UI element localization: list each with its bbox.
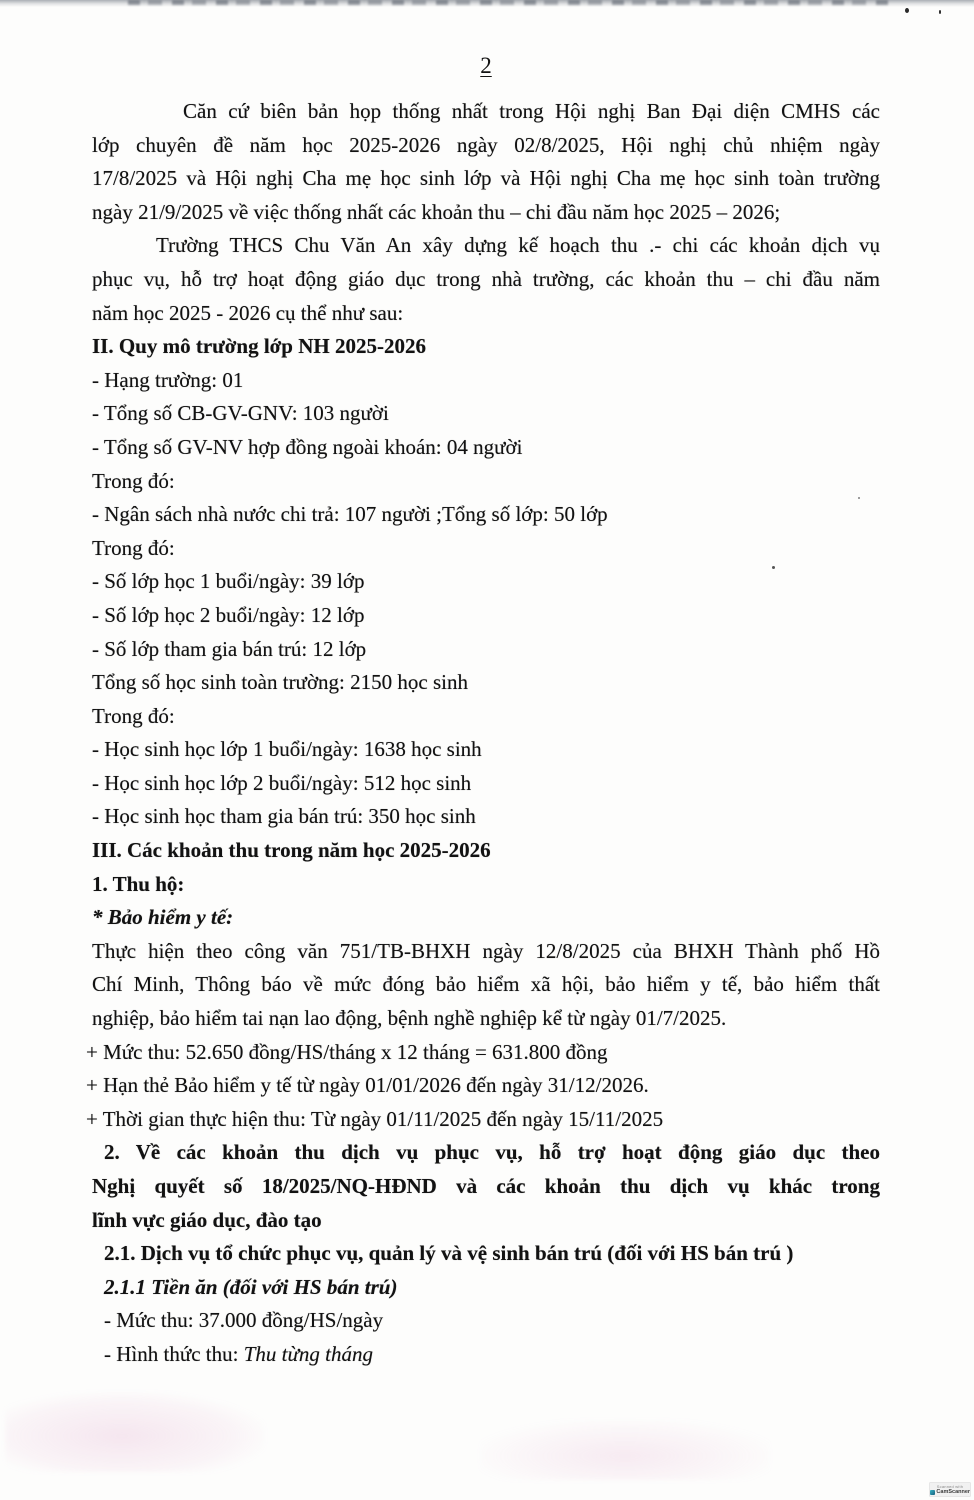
para2-line1 (92, 229, 880, 263)
text-segment: - Ngân sách nhà nước chi trả: 107 người ;Tổng số lớp: 50 lớp (92, 502, 608, 527)
page-number: 2 (480, 53, 492, 78)
section-2-heading-line2 (92, 1170, 880, 1204)
text-segment: - Tổng số CB-GV-GNV: 103 người (92, 401, 389, 426)
text-segment: Căn cứ biên bản họp thống nhất trong Hội nghị Ban Đại diện CMHS các (183, 99, 880, 123)
text-segment: ngày 21/9/2025 về việc thống nhất các khoản thu – chi đầu năm học 2025 – 2026; (92, 199, 781, 224)
text-segment: Thu từng tháng (243, 1341, 374, 1366)
para1-line3 (92, 162, 880, 196)
text-segment: Chí Minh, Thông báo về mức đóng bảo hiểm xã hội, bảo hiểm y tế, bảo hiểm thất (92, 972, 880, 997)
camscanner-name-label: CamScanner (936, 1488, 971, 1495)
bhyt-thoi-gian (86, 1103, 880, 1137)
label-trong-do-1 (92, 465, 880, 499)
para1-line2 (92, 129, 880, 163)
tien-an-muc-thu (92, 1304, 880, 1338)
text-segment: II. Quy mô trường lớp NH 2025-2026 (92, 334, 426, 359)
camscanner-scanned-with-label: Scanned with (936, 1483, 964, 1489)
scan-stain (5, 1392, 265, 1472)
item-hs-ban-tru (92, 800, 880, 834)
text-segment: III. Các khoản thu trong năm học 2025-2026 (92, 838, 491, 863)
text-segment: - Số lớp tham gia bán trú: 12 lớp (92, 636, 367, 661)
item-hang-truong (92, 364, 880, 398)
text-segment: Trường THCS Chu Văn An xây dựng kế hoạch thu .- chi các khoản dịch vụ (156, 233, 880, 258)
scan-edge-streaks (128, 0, 888, 5)
text-segment: 2. Về các khoản thu dịch vụ phục vụ, hỗ trợ hoạt động giáo dục theo (104, 1140, 880, 1165)
bhyt-han-the (86, 1069, 880, 1103)
item-so-lop-ban-tru (92, 633, 880, 667)
scan-speck (905, 8, 909, 13)
text-segment: - Hình thức thu: (104, 1341, 244, 1366)
tien-an-hinh-thuc (92, 1338, 880, 1372)
item-so-lop-1-buoi (92, 565, 880, 599)
item-so-lop-2-buoi (92, 599, 880, 633)
text-segment: Trong đó: (92, 468, 175, 493)
section-2-1-heading (92, 1237, 880, 1271)
text-segment: * Bảo hiểm y tế: (92, 905, 234, 930)
document-body (86, 95, 880, 1372)
section-2-1-1-heading (92, 1271, 880, 1305)
text-segment: - Học sinh học lớp 1 buổi/ngày: 1638 học sinh (92, 737, 482, 762)
text-segment: - Học sinh học lớp 2 buổi/ngày: 512 học sinh (92, 770, 472, 795)
para1-line1 (92, 95, 880, 129)
bhyt-muc-thu (86, 1036, 880, 1070)
text-segment: phục vụ, hỗ trợ hoạt động giáo dục trong nhà trường, các khoản thu – chi đầu năm (92, 266, 880, 291)
section-2-heading-line1 (92, 1136, 880, 1170)
text-segment: 17/8/2025 và Hội nghị Cha mẹ học sinh lớp và Hội nghị Cha mẹ học sinh toàn trường (92, 166, 880, 191)
camscanner-icon (930, 1490, 935, 1495)
text-segment: Nghị quyết số 18/2025/NQ-HĐND và các khoản thu dịch vụ khác trong (92, 1174, 880, 1198)
section-iii-heading (92, 834, 880, 868)
text-segment: 1. Thu hộ: (92, 871, 185, 896)
text-segment: nghiệp, bảo hiểm tai nạn lao động, bệnh nghề nghiệp kể từ ngày 01/7/2025. (92, 1006, 727, 1031)
text-segment: lớp chuyên đề năm học 2025-2026 ngày 02/8/2025, Hội nghị chủ nhiệm ngày (92, 132, 880, 157)
item-hs-2-buoi (92, 767, 880, 801)
item-ngan-sach (92, 498, 880, 532)
text-segment: Tổng số học sinh toàn trường: 2150 học sinh (92, 670, 468, 695)
scan-stain (480, 1420, 770, 1480)
text-segment: lĩnh vực giáo dục, đào tạo (92, 1207, 322, 1232)
text-segment: - Tổng số GV-NV hợp đồng ngoài khoán: 04 người (92, 434, 523, 459)
text-segment: + Hạn thẻ Bảo hiểm y tế từ ngày 01/01/2026 đến ngày 31/12/2026. (86, 1073, 649, 1098)
text-segment: - Hạng trường: 01 (92, 367, 244, 392)
bhyt-para-line2 (92, 968, 880, 1002)
text-segment: - Số lớp học 1 buổi/ngày: 39 lớp (92, 569, 365, 594)
section-ii-heading (92, 330, 880, 364)
text-segment: năm học 2025 - 2026 cụ thể như sau: (92, 300, 404, 325)
scan-speck (939, 10, 941, 14)
item-tong-hoc-sinh (92, 666, 880, 700)
text-segment: - Học sinh học tham gia bán trú: 350 học sinh (92, 804, 476, 829)
text-segment: Thực hiện theo công văn 751/TB-BHXH ngày 12/8/2025 của BHXH Thành phố Hồ (92, 938, 880, 963)
label-trong-do-2 (92, 532, 880, 566)
bhyt-para-line1 (92, 935, 880, 969)
para1-line4 (92, 196, 880, 230)
bhyt-para-line3 (92, 1002, 880, 1036)
item-tong-cb-gv-gnv (92, 397, 880, 431)
text-segment: - Số lớp học 2 buổi/ngày: 12 lớp (92, 602, 365, 627)
text-segment: + Mức thu: 52.650 đồng/HS/tháng x 12 tháng = 631.800 đồng (86, 1039, 608, 1064)
item-tong-gv-nv-hop-dong (92, 431, 880, 465)
section-2-heading-line3 (92, 1204, 880, 1238)
text-segment: Trong đó: (92, 535, 175, 560)
label-trong-do-3 (92, 700, 880, 734)
camscanner-row (930, 1489, 970, 1496)
heading-thu-ho (92, 868, 880, 902)
text-segment: Trong đó: (92, 703, 175, 728)
text-segment: + Thời gian thực hiện thu: Từ ngày 01/11/2025 đến ngày 15/11/2025 (86, 1106, 664, 1131)
text-segment: 2.1.1 Tiền ăn (đối với HS bán trú) (104, 1274, 398, 1299)
para2-line3 (92, 297, 880, 331)
text-segment: - Mức thu: 37.000 đồng/HS/ngày (104, 1308, 384, 1333)
para2-line2 (92, 263, 880, 297)
text-segment: 2.1. Dịch vụ tổ chức phục vụ, quản lý và vệ sinh bán trú (đối với HS bán trú ) (104, 1241, 794, 1266)
heading-bao-hiem-y-te (92, 901, 880, 935)
camscanner-watermark (929, 1482, 971, 1497)
item-hs-1-buoi (92, 733, 880, 767)
